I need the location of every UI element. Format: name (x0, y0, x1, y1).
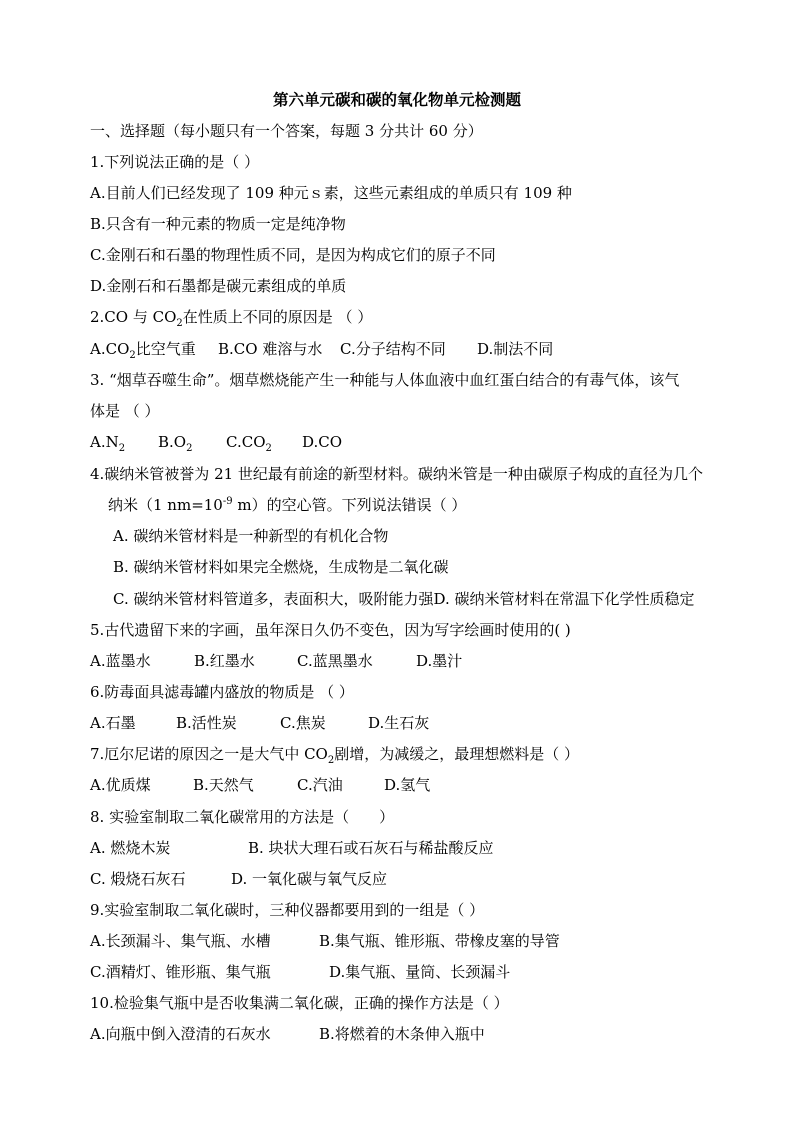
question-3-option-d: D.CO (302, 433, 343, 451)
question-2-options (90, 339, 553, 359)
question-2-stem: 2.CO 与 $CO_2$在性质上不同的原因是 （ ） (90, 308, 373, 329)
question-7-option-b: B.天然气 (193, 776, 254, 794)
question-5-option-c: C.蓝黑墨水 (297, 652, 373, 670)
question-10-option-a: A.向瓶中倒入澄清的石灰水 (90, 1025, 271, 1043)
question-5-option-a: A.蓝墨水 (90, 652, 151, 670)
question-3-stem-line-2: 体是 （ ） (90, 402, 160, 420)
question-4-option-b: B. 碳纳米管材料如果完全燃烧，生成物是二氧化碳 (113, 558, 449, 576)
question-9-option-c: C.酒精灯、锥形瓶、集气瓶 (90, 963, 271, 981)
question-3-stem-line-1: 3. “烟草吞噬生命”。烟草燃烧能产生一种能与人体血液中血红蛋白结合的有毒气体，该气 (90, 371, 680, 389)
question-1-option-a: A.目前人们已经发现了 109 种元ｓ素，这些元素组成的单质只有 109 种 (90, 184, 572, 202)
question-10-option-b: B.将燃着的木条伸入瓶中 (319, 1025, 485, 1043)
question-8-option-c: C. 煅烧石灰石 (90, 870, 186, 888)
question-5-stem: 5.古代遗留下来的字画，虽年深日久仍不变色，因为写字绘画时使用的( ) (90, 621, 571, 639)
question-3-option-b: $B.O_2$ (158, 433, 193, 454)
section-heading: 一、选择题（每小题只有一个答案，每题 3 分共计 60 分） (90, 122, 483, 140)
question-5-option-b: B.红墨水 (194, 652, 255, 670)
question-1-option-b: B.只含有一种元素的物质一定是纯净物 (90, 215, 346, 233)
question-9-option-b: B.集气瓶、锥形瓶、带橡皮塞的导管 (319, 932, 560, 950)
question-4-option-a: A. 碳纳米管材料是一种新型的有机化合物 (113, 527, 389, 545)
question-1-option-c: C.金刚石和石墨的物理性质不同，是因为构成它们的原子不同 (90, 246, 496, 264)
question-6-option-a: A.石墨 (90, 714, 136, 732)
question-2-option-a: $A.CO_2$比空气重 (90, 340, 196, 361)
question-6-options (90, 713, 429, 733)
question-8-options-row-2 (90, 869, 387, 889)
question-6-option-b: B.活性炭 (176, 714, 237, 732)
question-8-option-a: A. 燃烧木炭 (90, 839, 171, 857)
question-3-options (90, 432, 342, 452)
question-9-option-d: D.集气瓶、量筒、长颈漏斗 (329, 963, 511, 981)
question-8-stem: 8. 实验室制取二氧化碳常用的方法是（ ） (90, 808, 395, 826)
question-1-option-d: D.金刚石和石墨都是碳元素组成的单质 (90, 277, 347, 295)
question-7-option-c: C.汽油 (297, 776, 343, 794)
question-8-option-b: B. 块状大理石或石灰石与稀盐酸反应 (248, 839, 494, 857)
question-2-option-c: C.分子结构不同 (340, 340, 446, 358)
question-8-options-row-1 (90, 838, 494, 858)
question-6-option-c: C.焦炭 (280, 714, 326, 732)
question-6-stem: 6.防毒面具滤毒罐内盛放的物质是 （ ） (90, 683, 354, 701)
question-2-option-b: B.CO 难溶与水 (218, 340, 323, 358)
question-4-stem-line-1: 4.碳纳米管被誉为 21 世纪最有前途的新型材料。碳纳米管是一种由碳原子构成的直径为几个 (90, 465, 703, 483)
question-4-stem-line-2: 纳米（1 $nm=10^{-9}$ m）的空心管。下列说法错误（ ） (108, 496, 467, 514)
question-10-options (90, 1024, 485, 1044)
question-7-stem: 7.厄尔尼诺的原因之一是大气中 $CO_2$剧增，为减缓之，最理想燃料是（ ） (90, 745, 580, 766)
question-1-stem: 1.下列说法正确的是（ ） (90, 153, 260, 171)
question-8-option-d: D. 一氧化碳与氧气反应 (231, 870, 388, 888)
question-7-option-a: A.优质煤 (90, 776, 151, 794)
question-5-option-d: D.墨汁 (416, 652, 463, 670)
question-7-option-d: D.氢气 (384, 776, 431, 794)
question-7-options (90, 775, 430, 795)
question-10-stem: 10.检验集气瓶中是否收集满二氧化碳，正确的操作方法是（ ） (90, 994, 509, 1012)
question-9-option-a: A.长颈漏斗、集气瓶、水槽 (90, 932, 271, 950)
question-9-options-row-2 (90, 962, 510, 982)
page-title: 第六单元碳和碳的氧化物单元检测题 (272, 90, 521, 109)
question-4-option-cd: C. 碳纳米管材料管道多，表面积大，吸附能力强D. 碳纳米管材料在常温下化学性质稳定 (113, 590, 695, 608)
question-3-option-a: $A.N_2$ (90, 433, 126, 454)
question-3-option-c: $C.CO_2$ (226, 433, 272, 454)
question-2-option-d: D.制法不同 (477, 340, 554, 358)
question-5-options (90, 651, 462, 671)
question-6-option-d: D.生石灰 (368, 714, 430, 732)
question-9-stem: 9.实验室制取二氧化碳时，三种仪器都要用到的一组是（ ） (90, 901, 485, 919)
question-9-options-row-1 (90, 931, 560, 951)
